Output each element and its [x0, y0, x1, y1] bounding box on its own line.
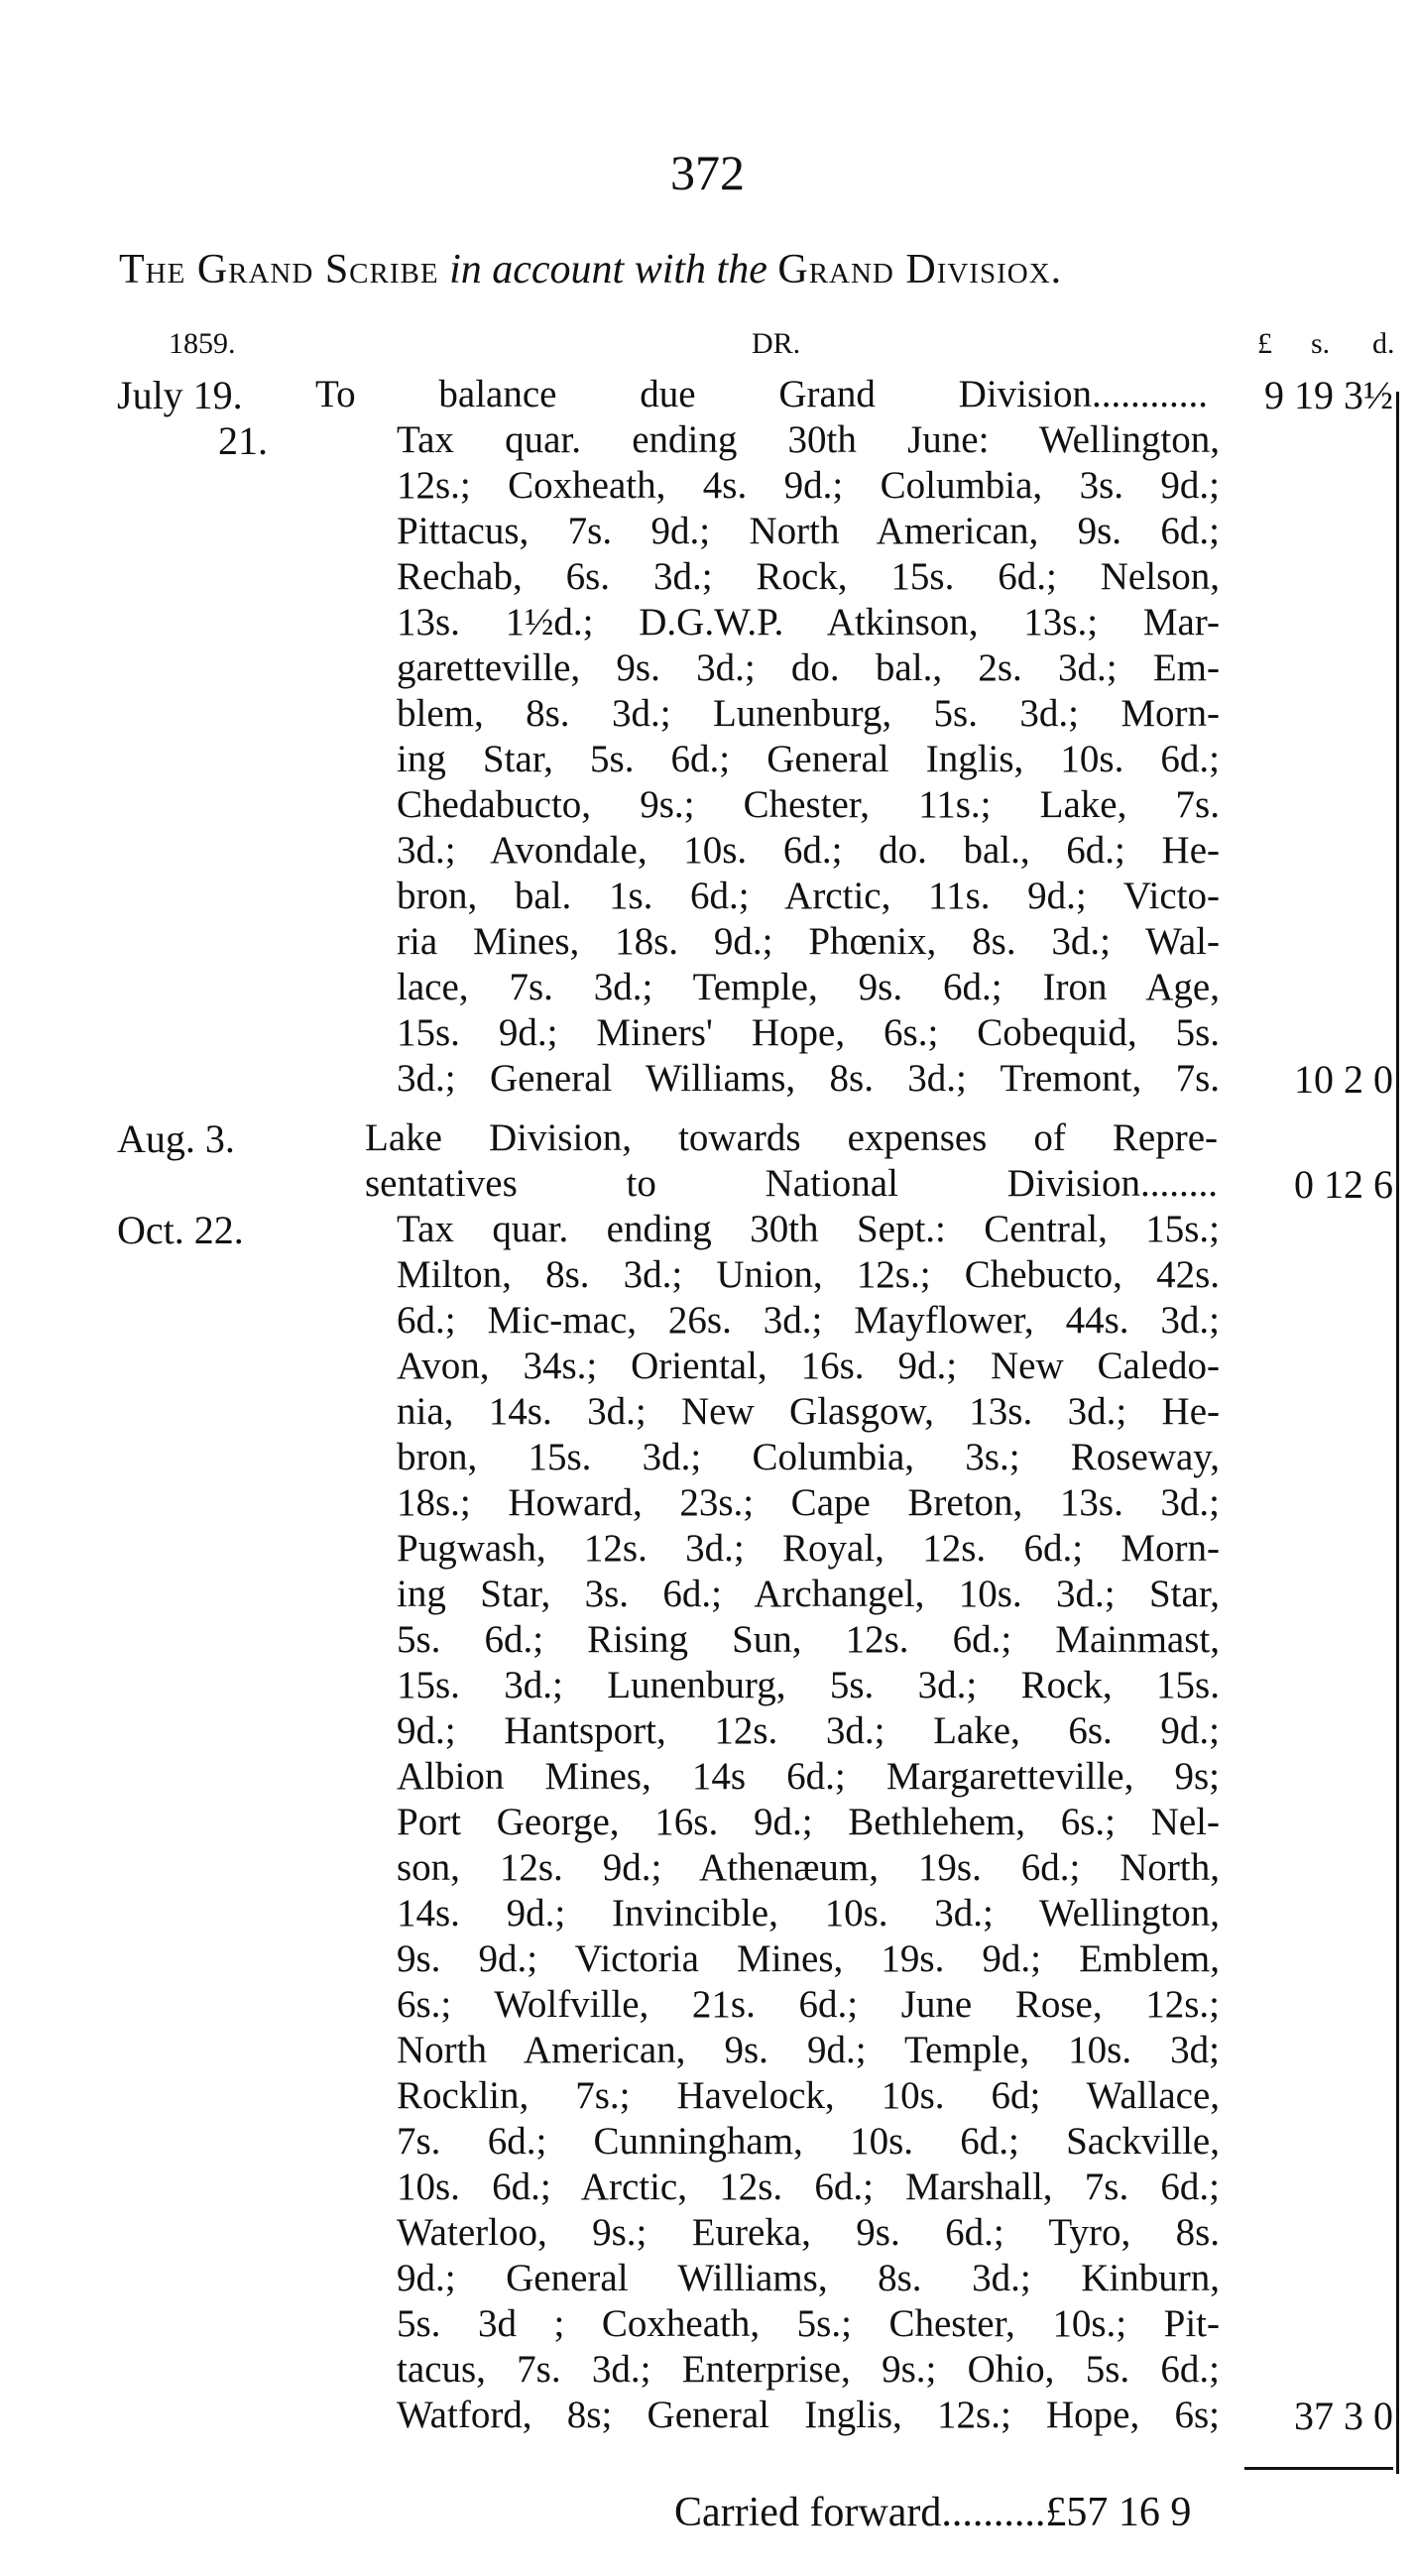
- entry-line: Tax quar. ending 30th Sept.: Central, 15s.;: [397, 1208, 1220, 1250]
- entry-line: Tax quar. ending 30th June: Wellington,: [397, 418, 1220, 461]
- heading-connector: in account with the: [438, 247, 778, 293]
- entry-line: 6s.; Wolfville, 21s. 6d.; June Rose, 12s.;: [397, 1983, 1220, 2026]
- entry-description: [397, 1207, 1220, 2438]
- entry-amount: 9 19 3½: [1264, 373, 1393, 417]
- col-shillings: s.: [1311, 327, 1331, 360]
- page-number: 372: [670, 145, 745, 200]
- entry-line: To balance due Grand Division............: [315, 373, 1208, 415]
- entry-line: 13s. 1½d.; D.G.W.P. Atkinson, 13s.; Mar-: [397, 601, 1220, 644]
- col-year: 1859.: [169, 327, 236, 360]
- entry-date: Oct. 22.: [117, 1208, 244, 1252]
- total-rule: [1244, 2467, 1393, 2470]
- entry-line: lace, 7s. 3d.; Temple, 9s. 6d.; Iron Age,: [397, 966, 1220, 1008]
- entry-line: 10s. 6d.; Arctic, 12s. 6d.; Marshall, 7s. 6d.;: [397, 2166, 1220, 2208]
- entry-line: nia, 14s. 3d.; New Glasgow, 13s. 3d.; He-: [397, 1390, 1220, 1433]
- col-pounds: £: [1257, 327, 1272, 360]
- carried-forward: [674, 2489, 1191, 2536]
- entry-line: garetteville, 9s. 3d.; do. bal., 2s. 3d.; Em-: [397, 646, 1220, 689]
- entry-line: 14s. 9d.; Invincible, 10s. 3d.; Wellington,: [397, 1892, 1220, 1934]
- heading-scribe: The Grand Scribe: [119, 247, 439, 293]
- account-heading: [119, 246, 1408, 293]
- entry-line: son, 12s. 9d.; Athenæum, 19s. 6d.; North,: [397, 1846, 1220, 1889]
- entry-line: bron, bal. 1s. 6d.; Arctic, 11s. 9d.; Victo-: [397, 875, 1220, 917]
- entry-amount: 10 2 0: [1294, 1057, 1393, 1102]
- carried-forward-label: Carried forward..........: [674, 2490, 1046, 2535]
- entry-date: Aug. 3.: [117, 1116, 235, 1161]
- carried-forward-amount: £57 16 9: [1045, 2490, 1192, 2535]
- entry-line: 9d.; Hantsport, 12s. 3d.; Lake, 6s. 9d.;: [397, 1709, 1220, 1752]
- entry-line: 9s. 9d.; Victoria Mines, 19s. 9d.; Emblem,: [397, 1937, 1220, 1980]
- entry-line: 15s. 9d.; Miners' Hope, 6s.; Cobequid, 5s.: [397, 1011, 1220, 1054]
- entry-line: Chedabucto, 9s.; Chester, 11s.; Lake, 7s.: [397, 783, 1220, 826]
- entry-line: Rocklin, 7s.; Havelock, 10s. 6d; Wallace,: [397, 2074, 1220, 2117]
- entry-line: 3d.; General Williams, 8s. 3d.; Tremont, 7s.: [397, 1057, 1220, 1100]
- entry-line: 7s. 6d.; Cunningham, 10s. 6d.; Sackville,: [397, 2120, 1220, 2163]
- entry-description: [315, 372, 1208, 417]
- entry-line: Waterloo, 9s.; Eureka, 9s. 6d.; Tyro, 8s.: [397, 2211, 1220, 2254]
- amount-rule: [1396, 392, 1399, 2474]
- entry-line: 6d.; Mic-mac, 26s. 3d.; Mayflower, 44s. 3d.;: [397, 1299, 1220, 1342]
- entry-amount: 0 12 6: [1294, 1162, 1393, 1207]
- entry-line: Lake Division, towards expenses of Repre-: [365, 1116, 1218, 1159]
- entry-line: bron, 15s. 3d.; Columbia, 3s.; Roseway,: [397, 1436, 1220, 1478]
- entry-line: Milton, 8s. 3d.; Union, 12s.; Chebucto, 42s.: [397, 1253, 1220, 1296]
- entry-line: Pugwash, 12s. 3d.; Royal, 12s. 6d.; Morn-: [397, 1527, 1220, 1570]
- entry-amount: 37 3 0: [1294, 2394, 1393, 2438]
- entry-line: Pittacus, 7s. 9d.; North American, 9s. 6d.;: [397, 510, 1220, 552]
- entry-line: Rechab, 6s. 3d.; Rock, 15s. 6d.; Nelson,: [397, 555, 1220, 598]
- entry-line: blem, 8s. 3d.; Lunenburg, 5s. 3d.; Morn-: [397, 692, 1220, 735]
- entry-date: 21.: [218, 418, 268, 463]
- entry-line: sentatives to National Division........: [365, 1162, 1218, 1205]
- entry-description: [397, 417, 1220, 1102]
- entry-line: ing Star, 3s. 6d.; Archangel, 10s. 3d.; Star,: [397, 1573, 1220, 1615]
- entry-line: 15s. 3d.; Lunenburg, 5s. 3d.; Rock, 15s.: [397, 1664, 1220, 1706]
- entry-line: 5s. 6d.; Rising Sun, 12s. 6d.; Mainmast,: [397, 1618, 1220, 1661]
- entry-line: ria Mines, 18s. 9d.; Phœnix, 8s. 3d.; Wal-: [397, 920, 1220, 963]
- entry-line: 18s.; Howard, 23s.; Cape Breton, 13s. 3d.;: [397, 1481, 1220, 1524]
- heading-division: Grand Divisio: [777, 247, 1029, 293]
- heading-division-tail: x.: [1028, 247, 1063, 293]
- entry-line: ing Star, 5s. 6d.; General Inglis, 10s. 6d.;: [397, 738, 1220, 780]
- entry-line: tacus, 7s. 3d.; Enterprise, 9s.; Ohio, 5s. 6d.;: [397, 2348, 1220, 2391]
- entry-line: 5s. 3d ; Coxheath, 5s.; Chester, 10s.; Pit-: [397, 2302, 1220, 2345]
- entry-line: Avon, 34s.; Oriental, 16s. 9d.; New Caledo-: [397, 1345, 1220, 1387]
- entry-line: Watford, 8s; General Inglis, 12s.; Hope, 6s;: [397, 2394, 1220, 2436]
- entry-line: North American, 9s. 9d.; Temple, 10s. 3d;: [397, 2029, 1220, 2071]
- entry-line: 12s.; Coxheath, 4s. 9d.; Columbia, 3s. 9d.;: [397, 464, 1220, 507]
- entry-line: Port George, 16s. 9d.; Bethlehem, 6s.; Nel-: [397, 1801, 1220, 1843]
- entry-line: 3d.; Avondale, 10s. 6d.; do. bal., 6d.; He-: [397, 829, 1220, 872]
- entry-line: 9d.; General Williams, 8s. 3d.; Kinburn,: [397, 2257, 1220, 2299]
- col-side: DR.: [752, 327, 801, 360]
- col-pence: d.: [1372, 327, 1395, 360]
- entry-date: July 19.: [117, 373, 243, 417]
- entry-description: [365, 1115, 1218, 1207]
- entry-line: Albion Mines, 14s 6d.; Margaretteville, 9s;: [397, 1755, 1220, 1798]
